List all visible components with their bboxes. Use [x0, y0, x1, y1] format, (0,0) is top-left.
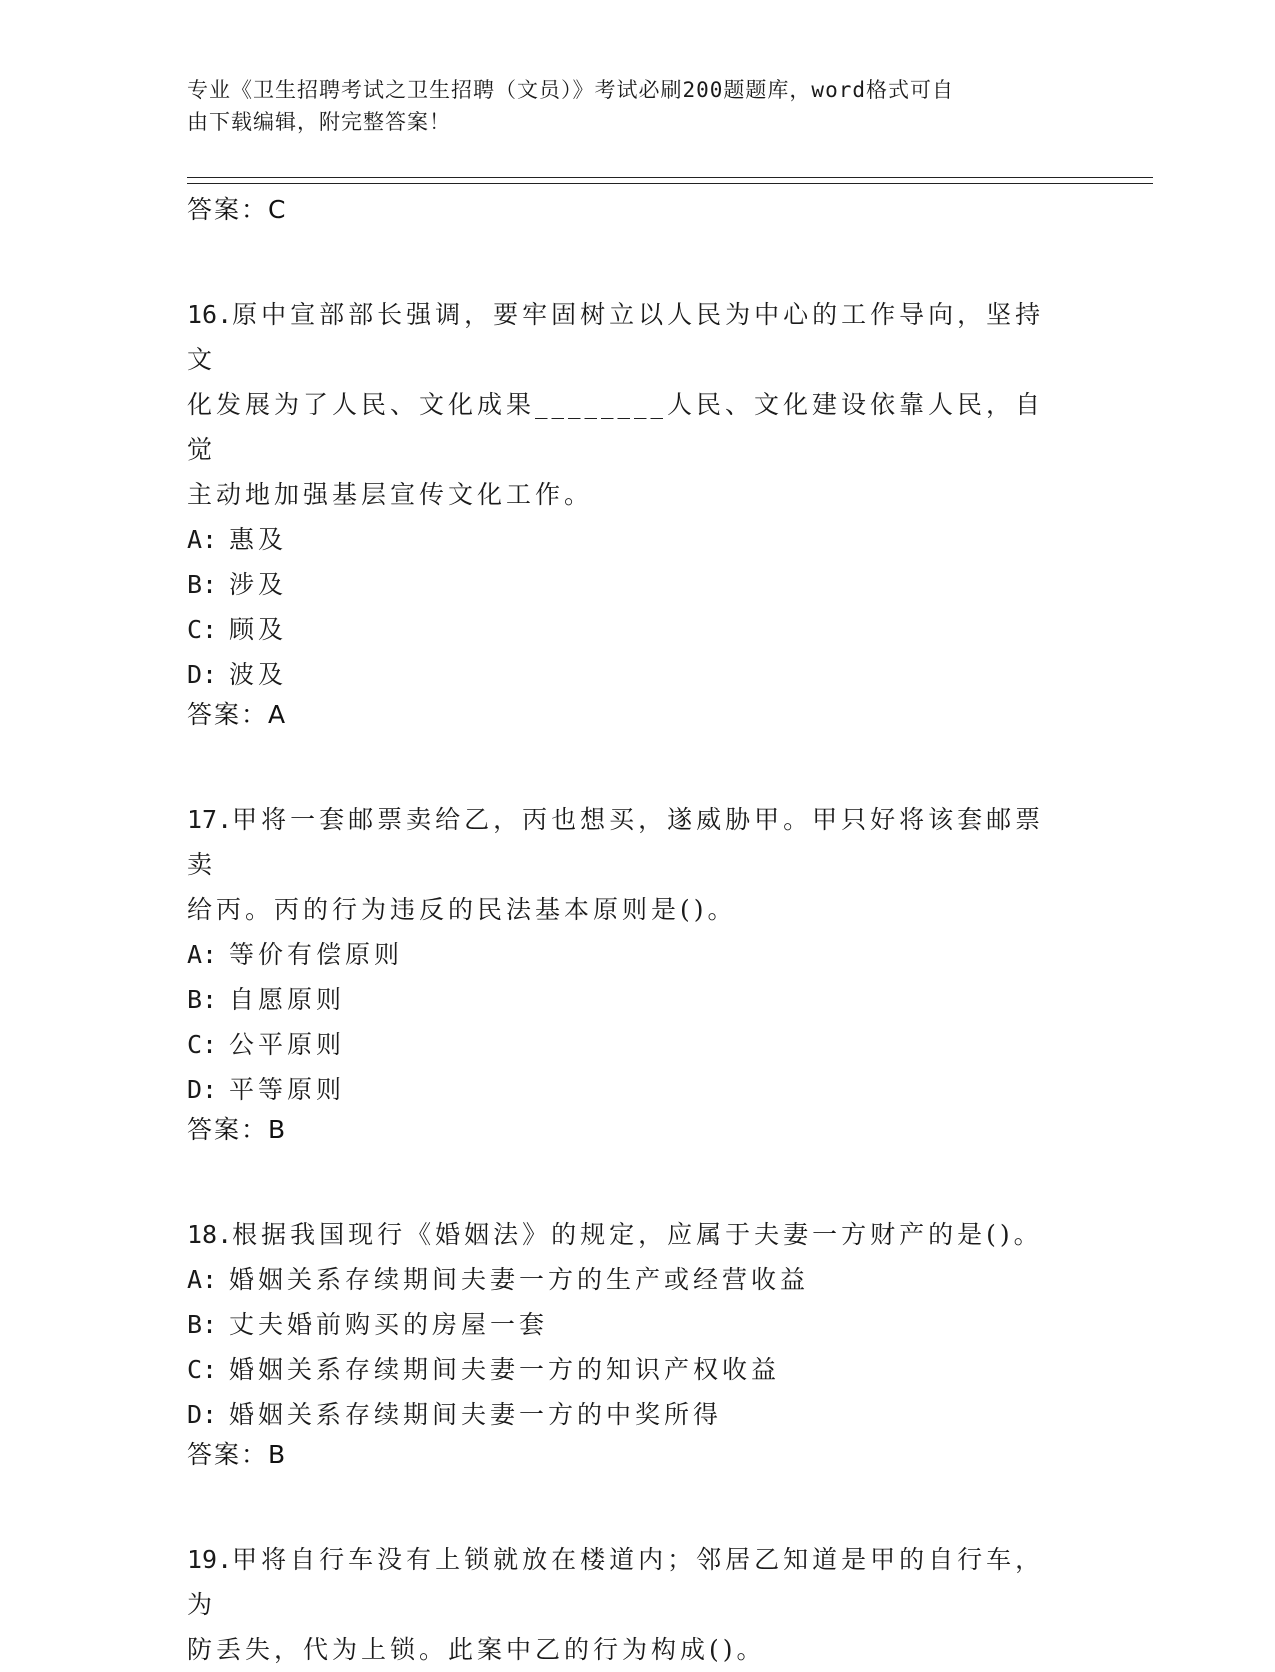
option-text: 婚姻关系存续期间夫妻一方的中奖所得 — [229, 1400, 723, 1429]
option-key: D: — [187, 660, 218, 689]
question-stem-line: 甲将自行车没有上锁就放在楼道内；邻居乙知道是甲的自行车，为 — [187, 1545, 1045, 1619]
option-key: A: — [187, 525, 218, 554]
option-text: 自愿原则 — [229, 985, 346, 1014]
page-header — [187, 74, 1067, 138]
question-stem-line: 根据我国现行《婚姻法》的规定，应属于夫妻一方财产的是()。 — [232, 1220, 1043, 1249]
question-number: 18. — [187, 1220, 233, 1249]
question-list — [187, 190, 1087, 1672]
option-key: B: — [187, 1310, 218, 1339]
question-18 — [187, 1212, 1087, 1471]
option-text: 公平原则 — [229, 1030, 346, 1059]
option-key: A: — [187, 1265, 218, 1294]
option-text: 波及 — [229, 660, 288, 689]
option-key: C: — [187, 1355, 218, 1384]
option-key: D: — [187, 1400, 218, 1429]
option-text: 顾及 — [229, 615, 288, 644]
question-stem — [187, 292, 1067, 382]
option-text: 惠及 — [229, 525, 288, 554]
option-text: 平等原则 — [229, 1075, 346, 1104]
header-divider-top — [187, 177, 1153, 178]
question-17 — [187, 797, 1087, 1146]
header-line-1: 专业《卫生招聘考试之卫生招聘（文员）》考试必刷200题题库，word格式可自 — [187, 78, 954, 102]
answer-line: 答案：A — [187, 700, 288, 729]
option-c — [187, 1347, 1087, 1392]
header-line-2: 由下载编辑，附完整答案！ — [187, 110, 451, 134]
question-stem — [187, 1537, 1067, 1627]
option-c — [187, 607, 1087, 652]
question-19 — [187, 1537, 1087, 1672]
option-b — [187, 977, 1087, 1022]
option-d — [187, 1392, 1087, 1437]
option-text: 婚姻关系存续期间夫妻一方的生产或经营收益 — [229, 1265, 810, 1294]
question-stem-line: 化发展为了人民、文化成果________人民、文化建设依靠人民，自觉 — [187, 390, 1045, 464]
question-stem-line: 防丢失，代为上锁。此案中乙的行为构成()。 — [187, 1635, 766, 1664]
question-stem-line: 主动地加强基层宣传文化工作。 — [187, 480, 594, 509]
option-a — [187, 1257, 1087, 1302]
option-d — [187, 652, 1087, 697]
option-text: 等价有偿原则 — [229, 940, 404, 969]
question-stem — [187, 797, 1067, 887]
option-d — [187, 1067, 1087, 1112]
question-number: 17. — [187, 805, 233, 834]
option-key: B: — [187, 985, 218, 1014]
option-text: 涉及 — [229, 570, 288, 599]
option-c — [187, 1022, 1087, 1067]
question-stem — [187, 1212, 1067, 1257]
option-key: B: — [187, 570, 218, 599]
header-divider-bottom — [187, 183, 1153, 184]
previous-answer: 答案：C — [187, 195, 288, 224]
question-number: 19. — [187, 1545, 233, 1574]
option-b — [187, 1302, 1087, 1347]
option-text: 丈夫婚前购买的房屋一套 — [229, 1310, 549, 1339]
option-key: A: — [187, 940, 218, 969]
answer-line: 答案：B — [187, 1115, 288, 1144]
question-stem-line: 原中宣部部长强调，要牢固树立以人民为中心的工作导向，坚持文 — [187, 300, 1045, 374]
question-stem-line: 给丙。丙的行为违反的民法基本原则是()。 — [187, 895, 737, 924]
option-b — [187, 562, 1087, 607]
option-text: 婚姻关系存续期间夫妻一方的知识产权收益 — [229, 1355, 781, 1384]
answer-line: 答案：B — [187, 1440, 288, 1469]
option-key: D: — [187, 1075, 218, 1104]
option-key: C: — [187, 1030, 218, 1059]
option-a — [187, 932, 1087, 977]
question-stem-line: 甲将一套邮票卖给乙，丙也想买，遂威胁甲。甲只好将该套邮票卖 — [187, 805, 1045, 879]
question-number: 16. — [187, 300, 233, 329]
question-16 — [187, 292, 1087, 731]
option-key: C: — [187, 615, 218, 644]
option-a — [187, 517, 1087, 562]
